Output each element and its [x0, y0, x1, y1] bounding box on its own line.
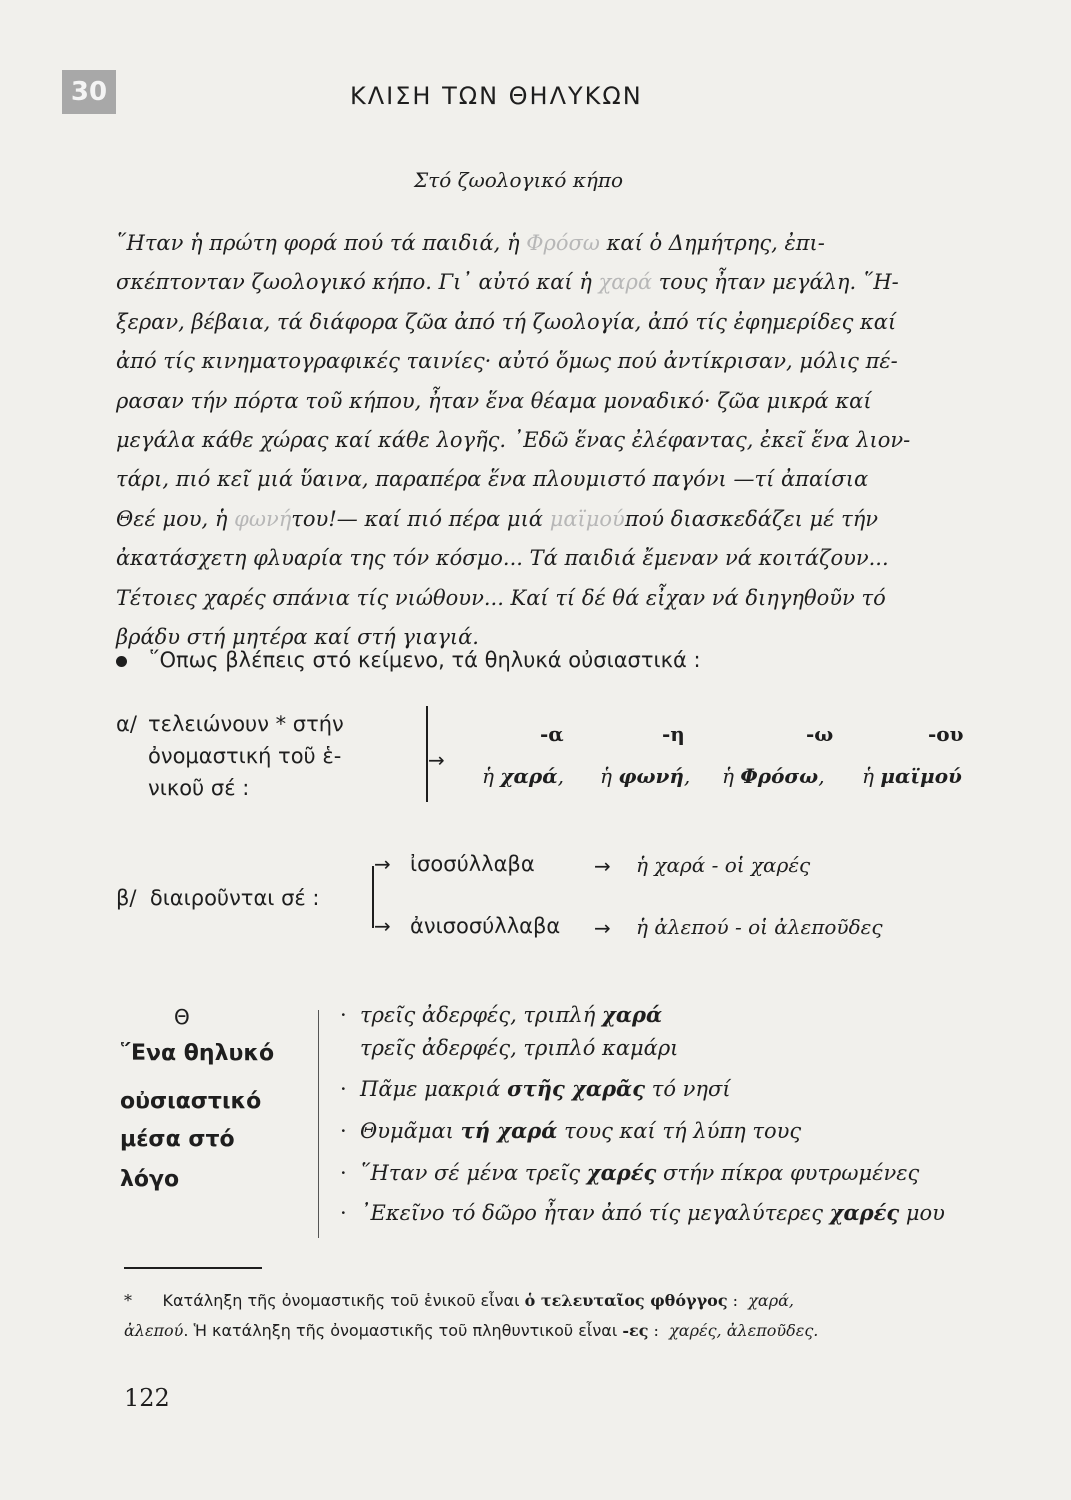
arrow-right-icon: →	[374, 914, 391, 938]
theta-symbol: Θ	[174, 1005, 190, 1029]
section-a-text: τελειώνουν * στήν ὀνομαστική τοῦ ἑ- νικοῦ σέ :	[148, 712, 344, 800]
grammar-intro: ῞Οπως βλέπεις στό κείμενο, τά θηλυκά οὐσιαστικά :	[116, 648, 701, 672]
page-number: 122	[124, 1384, 170, 1412]
branch-isosyllabic: ἰσοσύλλαβα	[410, 852, 535, 876]
arrow-right-icon: →	[594, 916, 611, 940]
example-word: ἡ χαρά,	[482, 764, 564, 788]
ending-a: -α	[540, 722, 564, 746]
usage-line: · τρεῖς ἀδερφές, τριπλή χαρά	[340, 1002, 663, 1027]
passage-line: τάρι, πιό κεῖ μιά ὕαινα, παραπέρα ἕνα πλουμιστό παγόνι —τί ἀπαίσια	[116, 467, 869, 492]
usage-line: · Θυμᾶμαι τή χαρά τους καί τή λύπη τους	[340, 1118, 802, 1143]
example-word: ἡ μαϊμού	[862, 764, 962, 788]
footnote-line: * Κατάληξη τῆς ὀνομαστικῆς τοῦ ἑνικοῦ εἶναι ὁ τελευταῖος φθόγγος : χαρά,	[124, 1291, 795, 1310]
section-a-marker: α/	[116, 712, 137, 736]
section-title: Στό ζωολογικό κήπο	[414, 168, 624, 192]
ending-o: -ω	[806, 722, 834, 746]
usage-line: · ῞Ηταν σέ μένα τρεῖς χαρές στήν πίκρα φυτρωμένες	[340, 1160, 920, 1185]
example-word: ἡ Φρόσω,	[722, 764, 825, 788]
chapter-title: ΚΛΙΣΗ ΤΩΝ ΘΗΛΥΚΩΝ	[350, 82, 643, 110]
footnote-rule	[124, 1267, 262, 1269]
usage-line: τρεῖς ἀδερφές, τριπλό καμάρι	[360, 1036, 679, 1060]
usage-line: · ᾿Εκεῖνο τό δῶρο ἦταν ἀπό τίς μεγαλύτερες χαρές μου	[340, 1200, 945, 1225]
passage-line: ἀπό τίς κινηματογραφικές ταινίες· αὐτό ὅμως πού ἀντίκρισαν, μόλις πέ-	[116, 349, 898, 374]
branch-example: ἡ ἀλεπού - οἱ ἀλεποῦδες	[636, 915, 883, 939]
passage-line: ρασαν τήν πόρτα τοῦ κήπου, ἦταν ἕνα θέαμα μοναδικό· ζῶα μικρά καί	[116, 388, 872, 413]
arrow-right-icon: →	[594, 854, 611, 878]
passage-line: ἀκατάσχετη φλυαρία της τόν κόσμο... Τά παιδιά ἔμεναν νά κοιτάζουν...	[116, 546, 889, 571]
footnote-line: ἀλεπού. Ἡ κατάληξη τῆς ὀνομαστικῆς τοῦ πληθυντικοῦ εἶναι -ες : χαρές, ἀλεποῦδες.	[124, 1321, 819, 1340]
passage-line: Θεέ μου, ἡ φωνήτου!— καί πιό πέρα μιά μαϊμούπού διασκεδάζει μέ τήν	[116, 506, 879, 531]
passage-line: βράδυ στή μητέρα καί στή γιαγιά.	[116, 624, 479, 649]
branch-anisosyllabic: ἀνισοσύλλαβα	[410, 914, 561, 938]
passage-line: ξεραν, βέβαια, τά διάφορα ζῶα ἀπό τή ζωολογία, ἀπό τίς ἐφημερίδες καί	[116, 309, 897, 334]
arrow-right-icon: →	[374, 852, 391, 876]
section-b-label: β/ διαιροῦνται σέ :	[116, 886, 320, 910]
ending-ou: -ου	[928, 722, 964, 746]
footnote	[124, 1286, 974, 1346]
textbook-page: 30 ΚΛΙΣΗ ΤΩΝ ΘΗΛΥΚΩΝ Στό ζωολογικό κήπο ῞Ηταν ἡ πρώτη φορά πού τά παιδιά, ἡ Φρόσω καί ὁ Δημήτρης, ἐπι- σκέπτονταν ζωολογικό κήπο. Γι᾿ αὐτό καί ἡ χαρά τους ἦταν μεγάλη. ῞Η- ξεραν, βέβαια, τά διάφορα ζῶα ἀπό τή ζωολογία, ἀπό τίς ἐφημερίδες καί ἀπό τίς κινηματογραφικές ταινίες· αὐτό ὅμως πού ἀντίκρισαν, μόλις πέ- ρασαν τήν πόρτα τοῦ κήπου, ἦταν ἕνα θέαμα μοναδικό· ζῶα μικρά καί μεγάλα κάθε χώρας καί κάθε λογῆς. ᾿Εδῶ ἕνας ἐλέφαντας, ἐκεῖ ἕνα λιον- τάρι, πιό κεῖ μιά ὕαινα, παραπέρα ἕνα πλουμιστό παγόνι —τί ἀπαίσια Θεέ μου, ἡ φωνήτου!— καί πιό πέρα μιά μαϊμούπού διασκεδάζει μέ τήν ἀκατάσχετη φλυαρία της τόν κόσμο... Τά παιδιά ἔμεναν νά κοιτάζουν... Τέτοιες χαρές σπάνια τίς νιώθουν... Καί τί δέ θά εἶχαν νά διηγηθοῦν τό βράδυ στή μητέρα καί στή γιαγιά. ῞Οπως βλέπεις στό κείμενο, τά θηλυκά οὐσιαστικά : α/ τελειώνουν * στήν ὀνομαστική τοῦ ἑ- νικοῦ σέ : → -α -η -ω -ου ἡ χαρά, ἡ φωνή, ἡ Φρόσω, ἡ μαϊμού β/ διαιροῦνται σέ : → → ἰσοσύλλαβα → ἡ χαρά - οἱ χαρές ἀνισοσύλλαβα → ἡ ἀλεπού - οἱ ἀλεποῦδες Θ ῞Ενα θηλυκό οὐσιαστικό μέσα στό λόγο · τρεῖς ἀδερφές, τριπλή χαρά τρεῖς ἀδερφές, τριπλό καμάρι · Πᾶμε μακριά στῆς χαρᾶς τό νησί · Θυμᾶμαι τή χαρά τους καί τή λύπη τους · ῞Ηταν σέ μένα τρεῖς χαρές στήν πίκρα φυτρωμένες · ᾿Εκεῖνο τό δῶρο ἦταν ἀπό τίς μεγαλύτερες χαρές μου * Κατάληξη τῆς ὀνομαστικῆς τοῦ ἑνικοῦ εἶναι ὁ τελευταῖος φθόγγος : χαρά, ἀλεπού. Ἡ κατάληξη τῆς ὀνομαστικῆς τοῦ πληθυντικοῦ εἶναι -ες : χαρές, ἀλεποῦδες. 122	[0, 0, 1071, 1500]
arrow-right-icon: →	[428, 748, 445, 772]
passage-line: μεγάλα κάθε χώρας καί κάθε λογῆς. ᾿Εδῶ ἕνας ἐλέφαντας, ἐκεῖ ἕνα λιον-	[116, 427, 911, 452]
passage-line: Τέτοιες χαρές σπάνια τίς νιώθουν... Καί τί δέ θά εἶχαν νά διηγηθοῦν τό	[116, 585, 886, 610]
blank-word: Φρόσω	[526, 231, 600, 255]
blank-word: χαρά	[598, 270, 652, 295]
blank-word: μαϊμού	[549, 506, 625, 531]
passage-line: σκέπτονταν ζωολογικό κήπο. Γι᾿ αὐτό καί ἡ χαρά τους ἦταν μεγάλη. ῞Η-	[116, 270, 899, 295]
bullet-icon	[116, 656, 127, 667]
lesson-number-badge: 30	[62, 70, 116, 114]
usage-line: · Πᾶμε μακριά στῆς χαρᾶς τό νησί	[340, 1076, 731, 1101]
passage-line: ῞Ηταν ἡ πρώτη φορά πού τά παιδιά, ἡ Φρόσω καί ὁ Δημήτρης, ἐπι-	[116, 231, 825, 255]
branch-example: ἡ χαρά - οἱ χαρές	[636, 853, 811, 877]
reading-passage	[116, 224, 964, 657]
blank-word: φωνή	[234, 506, 292, 531]
side-divider	[318, 1010, 319, 1238]
example-word: ἡ φωνή,	[600, 764, 691, 788]
ending-h: -η	[662, 722, 685, 746]
